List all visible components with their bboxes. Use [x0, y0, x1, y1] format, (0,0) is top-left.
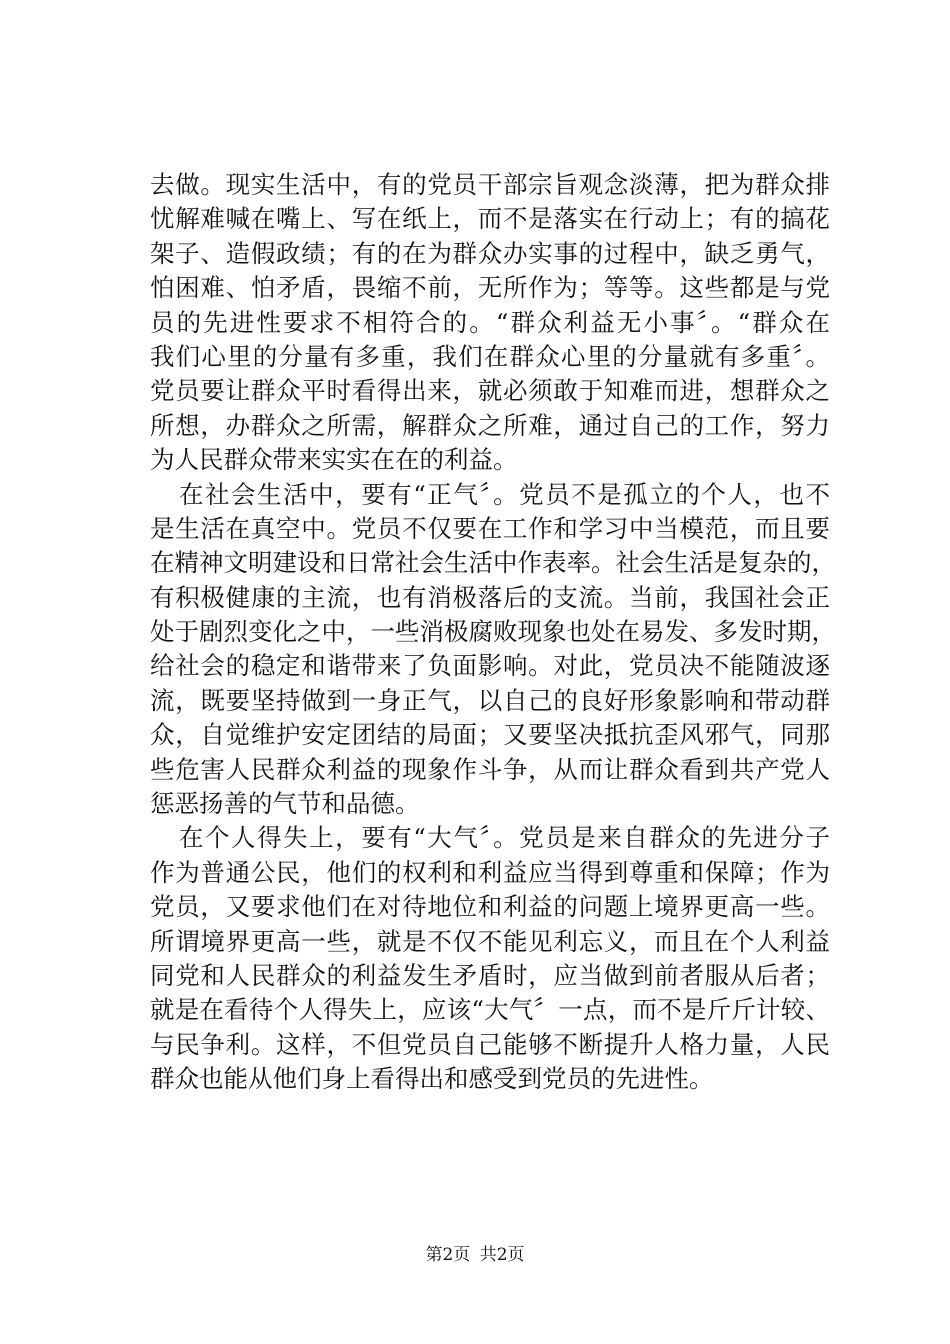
text-line: 我们心里的分量有多重，我们在群众心里的分量就有多重〞。	[150, 341, 830, 371]
text-line: 在个人得失上，要有“大气〞。党员是来自群众的先进分子	[179, 823, 830, 853]
text-line: 在社会生活中，要有“正气〞。党员不是孤立的个人，也不	[179, 479, 830, 509]
text-line: 流，既要坚持做到一身正气，以自己的良好形象影响和带动群	[150, 685, 830, 715]
text-line: 党员，又要求他们在对待地位和利益的问题上境界更高一些。	[150, 892, 830, 922]
text-line: 忧解难喊在嘴上、写在纸上，而不是落实在行动上；有的搞花	[150, 204, 830, 234]
text-line: 架子、造假政绩；有的在为群众办实事的过程中，缺乏勇气，	[150, 238, 830, 268]
text-line: 作为普通公民，他们的权利和利益应当得到尊重和保障；作为	[150, 857, 830, 887]
text-line: 些危害人民群众利益的现象作斗争，从而让群众看到共产党人	[150, 754, 830, 784]
text-line: 与民争利。这样，不但党员自己能够不断提升人格力量，人民	[150, 1029, 830, 1059]
text-line: 同党和人民群众的利益发生矛盾时，应当做到前者服从后者；	[150, 960, 830, 990]
text-line: 员的先进性要求不相符合的。“群众利益无小事〞。“群众在	[150, 307, 830, 337]
text-line: 所想，办群众之所需，解群众之所难，通过自己的工作，努力	[150, 410, 830, 440]
text-line: 怕困难、怕矛盾，畏缩不前，无所作为；等等。这些都是与党	[150, 273, 830, 303]
text-line: 党员要让群众平时看得出来，就必须敢于知难而进，想群众之	[150, 376, 830, 406]
document-body	[150, 168, 836, 1097]
page-footer	[0, 1244, 950, 1266]
page-total: 共2页	[479, 1245, 525, 1265]
text-line: 群众也能从他们身上看得出和感受到党员的先进性。	[150, 1064, 714, 1094]
text-line: 惩恶扬善的气节和品德。	[150, 789, 420, 819]
text-line: 有积极健康的主流，也有消极落后的支流。当前，我国社会正	[150, 582, 830, 612]
text-line: 在精神文明建设和日常社会生活中作表率。社会生活是复杂的，	[150, 548, 836, 578]
text-line: 给社会的稳定和谐带来了负面影响。对此，党员决不能随波逐	[150, 651, 830, 681]
text-line: 众，自觉维护安定团结的局面；又要坚决抵抗歪风邪气，同那	[150, 720, 830, 750]
text-line: 去做。现实生活中，有的党员干部宗旨观念淡薄，把为群众排	[150, 170, 830, 199]
text-line: 是生活在真空中。党员不仅要在工作和学习中当模范，而且要	[150, 513, 830, 543]
text-line: 处于剧烈变化之中，一些消极腐败现象也处在易发、多发时期，	[150, 617, 836, 647]
text-line: 所谓境界更高一些，就是不仅不能见利忘义，而且在个人利益	[150, 926, 830, 956]
text-line: 就是在看待个人得失上，应该“大气〞一点，而不是斤斤计较、	[150, 995, 830, 1025]
page-number: 第2页	[425, 1245, 471, 1265]
text-line: 为人民群众带来实实在在的利益。	[150, 445, 518, 475]
